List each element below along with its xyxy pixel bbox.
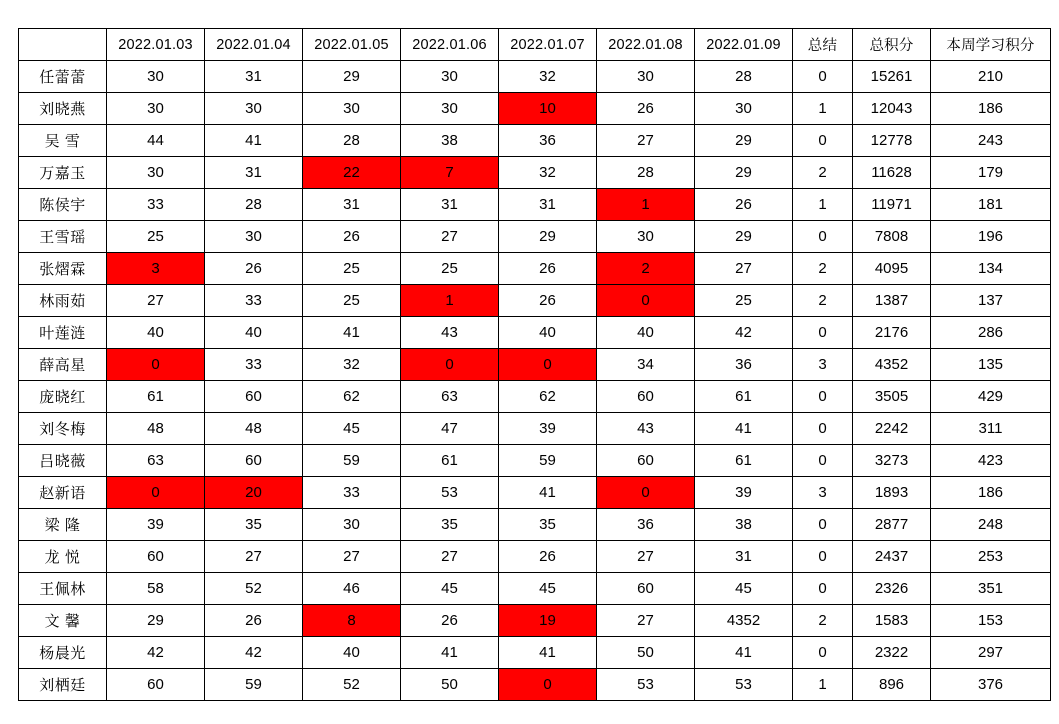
week-points-cell: 134 — [931, 253, 1051, 285]
summary-cell: 2 — [793, 605, 853, 637]
score-cell: 30 — [695, 93, 793, 125]
score-cell: 28 — [695, 61, 793, 93]
score-cell: 41 — [205, 125, 303, 157]
score-cell: 31 — [401, 189, 499, 221]
score-cell: 50 — [401, 669, 499, 701]
table-row — [19, 253, 1051, 285]
score-cell: 30 — [107, 93, 205, 125]
score-cell: 28 — [597, 157, 695, 189]
week-points-cell: 186 — [931, 477, 1051, 509]
column-header-summary: 本周学习积分 — [931, 29, 1051, 61]
score-cell: 30 — [303, 93, 401, 125]
score-cell: 27 — [303, 541, 401, 573]
row-header-name: 赵新语 — [19, 477, 107, 509]
score-cell-alert: 0 — [499, 669, 597, 701]
score-cell: 29 — [499, 221, 597, 253]
score-cell: 30 — [597, 221, 695, 253]
table-header-row — [19, 29, 1051, 61]
score-cell-alert: 0 — [499, 349, 597, 381]
score-cell: 43 — [597, 413, 695, 445]
score-cell-alert: 0 — [401, 349, 499, 381]
week-points-cell: 253 — [931, 541, 1051, 573]
score-cell: 59 — [303, 445, 401, 477]
summary-cell: 1 — [793, 93, 853, 125]
row-header-name: 薛高星 — [19, 349, 107, 381]
score-cell: 40 — [205, 317, 303, 349]
score-cell: 47 — [401, 413, 499, 445]
summary-cell: 0 — [793, 317, 853, 349]
score-cell: 45 — [303, 413, 401, 445]
score-cell: 26 — [499, 253, 597, 285]
score-cell: 40 — [303, 637, 401, 669]
score-cell: 32 — [303, 349, 401, 381]
score-cell: 29 — [695, 125, 793, 157]
score-cell: 25 — [303, 253, 401, 285]
score-cell: 39 — [499, 413, 597, 445]
summary-cell: 0 — [793, 637, 853, 669]
score-cell: 61 — [401, 445, 499, 477]
score-cell: 25 — [303, 285, 401, 317]
score-cell: 42 — [695, 317, 793, 349]
total-points-cell: 11971 — [853, 189, 931, 221]
row-header-name: 刘冬梅 — [19, 413, 107, 445]
row-header-name: 梁 隆 — [19, 509, 107, 541]
week-points-cell: 153 — [931, 605, 1051, 637]
score-cell: 53 — [695, 669, 793, 701]
summary-cell: 0 — [793, 221, 853, 253]
score-cell: 32 — [499, 61, 597, 93]
score-cell: 60 — [597, 445, 695, 477]
score-cell: 46 — [303, 573, 401, 605]
score-cell: 45 — [695, 573, 793, 605]
row-header-name: 刘晓燕 — [19, 93, 107, 125]
total-points-cell: 4352 — [853, 349, 931, 381]
table-row — [19, 381, 1051, 413]
row-header-name: 吕晓薇 — [19, 445, 107, 477]
score-cell: 29 — [303, 61, 401, 93]
score-cell: 44 — [107, 125, 205, 157]
column-header-date: 2022.01.04 — [205, 29, 303, 61]
score-cell: 59 — [499, 445, 597, 477]
total-points-cell: 896 — [853, 669, 931, 701]
column-header-date: 2022.01.06 — [401, 29, 499, 61]
total-points-cell: 15261 — [853, 61, 931, 93]
table-row — [19, 637, 1051, 669]
summary-cell: 2 — [793, 253, 853, 285]
score-cell: 45 — [499, 573, 597, 605]
week-points-cell: 376 — [931, 669, 1051, 701]
score-cell: 30 — [205, 93, 303, 125]
week-points-cell: 311 — [931, 413, 1051, 445]
score-cell-alert: 19 — [499, 605, 597, 637]
week-points-cell: 248 — [931, 509, 1051, 541]
score-cell: 61 — [107, 381, 205, 413]
row-header-name: 任蕾蕾 — [19, 61, 107, 93]
summary-cell: 3 — [793, 477, 853, 509]
row-header-name: 文 馨 — [19, 605, 107, 637]
score-cell: 31 — [499, 189, 597, 221]
score-cell: 38 — [695, 509, 793, 541]
score-cell: 27 — [205, 541, 303, 573]
summary-cell: 3 — [793, 349, 853, 381]
summary-cell: 2 — [793, 157, 853, 189]
score-cell: 41 — [695, 413, 793, 445]
score-cell: 27 — [695, 253, 793, 285]
score-cell: 29 — [695, 157, 793, 189]
score-cell: 63 — [107, 445, 205, 477]
score-cell: 33 — [205, 285, 303, 317]
week-points-cell: 243 — [931, 125, 1051, 157]
row-header-name: 陈侯宇 — [19, 189, 107, 221]
score-table — [18, 28, 1051, 701]
column-header-summary: 总结 — [793, 29, 853, 61]
table-row — [19, 541, 1051, 573]
score-cell: 26 — [499, 541, 597, 573]
score-cell: 61 — [695, 381, 793, 413]
week-points-cell: 210 — [931, 61, 1051, 93]
total-points-cell: 2326 — [853, 573, 931, 605]
total-points-cell: 2322 — [853, 637, 931, 669]
table-row — [19, 93, 1051, 125]
score-cell: 63 — [401, 381, 499, 413]
table-row — [19, 413, 1051, 445]
score-cell: 59 — [205, 669, 303, 701]
score-cell-alert: 7 — [401, 157, 499, 189]
week-points-cell: 135 — [931, 349, 1051, 381]
week-points-cell: 286 — [931, 317, 1051, 349]
score-cell: 42 — [107, 637, 205, 669]
score-cell-alert: 3 — [107, 253, 205, 285]
total-points-cell: 3273 — [853, 445, 931, 477]
score-cell-alert: 2 — [597, 253, 695, 285]
summary-cell: 0 — [793, 573, 853, 605]
total-points-cell: 2176 — [853, 317, 931, 349]
score-cell: 39 — [107, 509, 205, 541]
row-header-name: 杨晨光 — [19, 637, 107, 669]
score-cell: 30 — [401, 93, 499, 125]
column-header-date: 2022.01.08 — [597, 29, 695, 61]
column-header-date: 2022.01.09 — [695, 29, 793, 61]
table-row — [19, 285, 1051, 317]
table-row — [19, 605, 1051, 637]
table-row — [19, 125, 1051, 157]
score-cell: 48 — [107, 413, 205, 445]
total-points-cell: 2877 — [853, 509, 931, 541]
week-points-cell: 179 — [931, 157, 1051, 189]
score-cell: 62 — [499, 381, 597, 413]
summary-cell: 0 — [793, 413, 853, 445]
summary-cell: 0 — [793, 125, 853, 157]
total-points-cell: 1387 — [853, 285, 931, 317]
total-points-cell: 11628 — [853, 157, 931, 189]
score-cell: 53 — [401, 477, 499, 509]
row-header-name: 龙 悦 — [19, 541, 107, 573]
score-cell: 48 — [205, 413, 303, 445]
score-cell: 30 — [597, 61, 695, 93]
week-points-cell: 196 — [931, 221, 1051, 253]
score-cell: 30 — [401, 61, 499, 93]
row-header-name: 张熠霖 — [19, 253, 107, 285]
row-header-name: 吴 雪 — [19, 125, 107, 157]
column-header-date: 2022.01.03 — [107, 29, 205, 61]
score-cell: 27 — [107, 285, 205, 317]
score-cell: 27 — [597, 541, 695, 573]
score-cell: 28 — [205, 189, 303, 221]
score-cell: 31 — [303, 189, 401, 221]
summary-cell: 0 — [793, 445, 853, 477]
score-cell-alert: 1 — [597, 189, 695, 221]
score-cell: 36 — [499, 125, 597, 157]
week-points-cell: 297 — [931, 637, 1051, 669]
score-cell-alert: 10 — [499, 93, 597, 125]
total-points-cell: 1893 — [853, 477, 931, 509]
score-cell: 26 — [401, 605, 499, 637]
score-cell: 60 — [107, 669, 205, 701]
score-cell: 62 — [303, 381, 401, 413]
summary-cell: 0 — [793, 541, 853, 573]
total-points-cell: 3505 — [853, 381, 931, 413]
score-cell: 33 — [205, 349, 303, 381]
week-points-cell: 351 — [931, 573, 1051, 605]
score-cell: 60 — [205, 445, 303, 477]
score-cell: 39 — [695, 477, 793, 509]
score-cell: 58 — [107, 573, 205, 605]
score-cell-alert: 1 — [401, 285, 499, 317]
score-cell: 30 — [107, 61, 205, 93]
summary-cell: 0 — [793, 61, 853, 93]
score-cell: 45 — [401, 573, 499, 605]
score-cell: 4352 — [695, 605, 793, 637]
row-header-name: 王雪瑶 — [19, 221, 107, 253]
week-points-cell: 429 — [931, 381, 1051, 413]
score-cell: 27 — [401, 221, 499, 253]
total-points-cell: 12043 — [853, 93, 931, 125]
score-cell-alert: 8 — [303, 605, 401, 637]
score-cell: 40 — [499, 317, 597, 349]
score-cell: 30 — [303, 509, 401, 541]
score-cell: 26 — [205, 253, 303, 285]
score-cell: 35 — [499, 509, 597, 541]
score-cell: 31 — [695, 541, 793, 573]
column-header-date: 2022.01.07 — [499, 29, 597, 61]
total-points-cell: 7808 — [853, 221, 931, 253]
score-cell-alert: 0 — [597, 477, 695, 509]
total-points-cell: 2242 — [853, 413, 931, 445]
summary-cell: 1 — [793, 189, 853, 221]
score-cell: 30 — [107, 157, 205, 189]
score-cell: 26 — [597, 93, 695, 125]
table-row — [19, 669, 1051, 701]
row-header-name: 庞晓红 — [19, 381, 107, 413]
total-points-cell: 1583 — [853, 605, 931, 637]
score-cell: 25 — [401, 253, 499, 285]
score-cell: 27 — [401, 541, 499, 573]
score-cell: 26 — [695, 189, 793, 221]
score-cell: 26 — [205, 605, 303, 637]
score-cell: 41 — [401, 637, 499, 669]
total-points-cell: 12778 — [853, 125, 931, 157]
score-cell: 35 — [401, 509, 499, 541]
score-cell: 25 — [695, 285, 793, 317]
score-cell: 61 — [695, 445, 793, 477]
week-points-cell: 423 — [931, 445, 1051, 477]
table-row — [19, 61, 1051, 93]
score-cell: 40 — [597, 317, 695, 349]
score-cell-alert: 0 — [107, 349, 205, 381]
table-row — [19, 157, 1051, 189]
score-cell: 53 — [597, 669, 695, 701]
table-row — [19, 189, 1051, 221]
summary-cell: 1 — [793, 669, 853, 701]
score-cell: 26 — [499, 285, 597, 317]
column-header-summary: 总积分 — [853, 29, 931, 61]
score-cell: 38 — [401, 125, 499, 157]
score-cell: 36 — [695, 349, 793, 381]
table-row — [19, 317, 1051, 349]
score-cell: 52 — [205, 573, 303, 605]
table-body — [19, 29, 1051, 701]
score-cell: 60 — [107, 541, 205, 573]
score-cell: 43 — [401, 317, 499, 349]
week-points-cell: 181 — [931, 189, 1051, 221]
score-cell: 41 — [499, 637, 597, 669]
score-cell: 27 — [597, 125, 695, 157]
row-header-name: 王佩林 — [19, 573, 107, 605]
score-cell: 31 — [205, 157, 303, 189]
score-cell: 29 — [695, 221, 793, 253]
score-cell: 52 — [303, 669, 401, 701]
total-points-cell: 2437 — [853, 541, 931, 573]
score-cell: 28 — [303, 125, 401, 157]
table-row — [19, 573, 1051, 605]
score-cell: 33 — [107, 189, 205, 221]
table-corner-cell — [19, 29, 107, 61]
score-cell-alert: 22 — [303, 157, 401, 189]
score-cell: 33 — [303, 477, 401, 509]
total-points-cell: 4095 — [853, 253, 931, 285]
score-cell: 40 — [107, 317, 205, 349]
score-cell: 50 — [597, 637, 695, 669]
score-cell: 42 — [205, 637, 303, 669]
summary-cell: 0 — [793, 509, 853, 541]
score-cell-alert: 0 — [107, 477, 205, 509]
score-cell: 36 — [597, 509, 695, 541]
row-header-name: 万嘉玉 — [19, 157, 107, 189]
row-header-name: 林雨茹 — [19, 285, 107, 317]
score-cell: 60 — [597, 573, 695, 605]
score-cell: 41 — [499, 477, 597, 509]
score-cell: 29 — [107, 605, 205, 637]
summary-cell: 0 — [793, 381, 853, 413]
score-cell: 60 — [205, 381, 303, 413]
row-header-name: 刘栖廷 — [19, 669, 107, 701]
week-points-cell: 186 — [931, 93, 1051, 125]
score-cell: 27 — [597, 605, 695, 637]
row-header-name: 叶莲涟 — [19, 317, 107, 349]
table-row — [19, 349, 1051, 381]
score-cell: 31 — [205, 61, 303, 93]
score-cell: 34 — [597, 349, 695, 381]
score-cell: 35 — [205, 509, 303, 541]
score-cell: 60 — [597, 381, 695, 413]
summary-cell: 2 — [793, 285, 853, 317]
score-cell: 41 — [695, 637, 793, 669]
table-row — [19, 221, 1051, 253]
week-points-cell: 137 — [931, 285, 1051, 317]
score-cell-alert: 0 — [597, 285, 695, 317]
score-cell: 25 — [107, 221, 205, 253]
column-header-date: 2022.01.05 — [303, 29, 401, 61]
score-cell: 30 — [205, 221, 303, 253]
score-cell: 32 — [499, 157, 597, 189]
table-row — [19, 509, 1051, 541]
score-cell-alert: 20 — [205, 477, 303, 509]
table-row — [19, 445, 1051, 477]
table-row — [19, 477, 1051, 509]
score-cell: 26 — [303, 221, 401, 253]
score-cell: 41 — [303, 317, 401, 349]
